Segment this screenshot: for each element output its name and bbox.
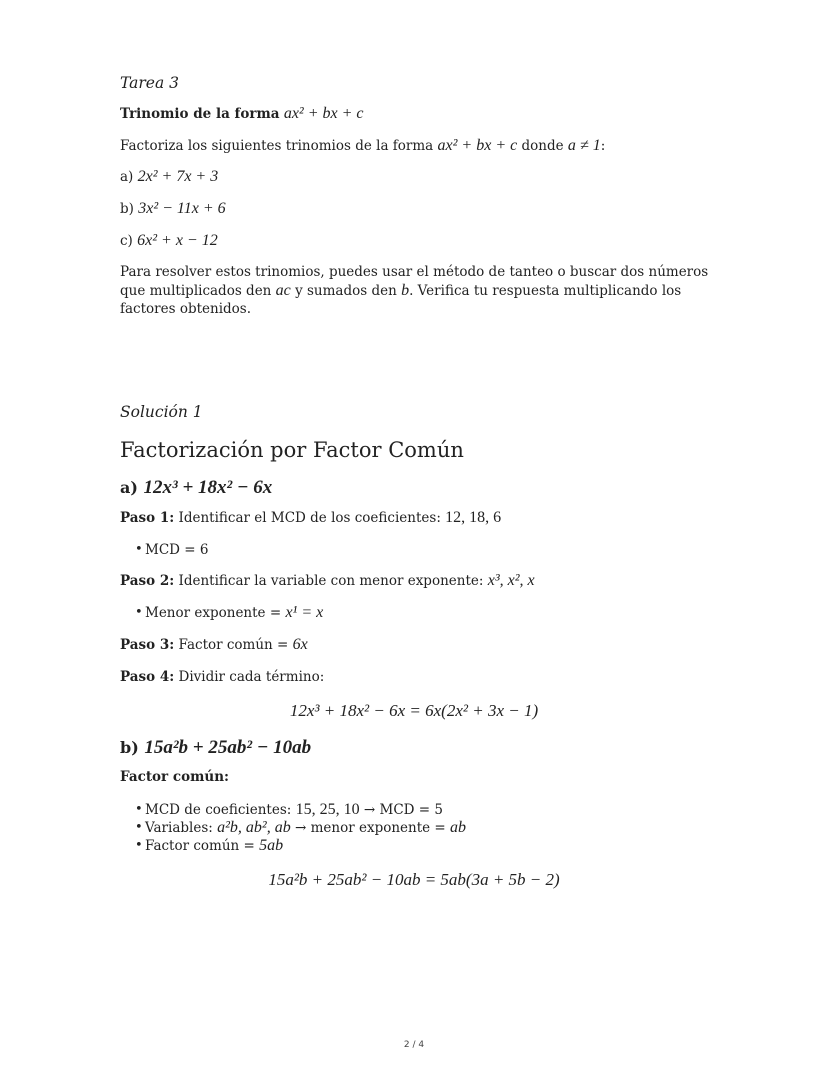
bullet-text: → menor exponente = xyxy=(295,820,446,836)
hint-paragraph xyxy=(120,263,710,319)
paso-math: 12, 18, 6 xyxy=(445,509,502,526)
part-label: a) xyxy=(120,478,138,497)
tarea-intro xyxy=(120,137,605,155)
part-math: 12x³ + 18x² − 6x xyxy=(143,477,273,498)
bullet-item xyxy=(145,604,323,622)
solucion-label: Solución 1 xyxy=(120,403,203,421)
intro-text: Factoriza los siguientes trinomios de la forma xyxy=(120,138,434,154)
bullet-text: Menor exponente = xyxy=(145,605,282,621)
paso-label: Paso 3: xyxy=(120,637,175,653)
paso-math: x³, x², x xyxy=(487,572,535,589)
part-a-heading xyxy=(120,477,272,499)
hint-text: Para resolver estos trinomios, puedes usar el método de tanteo o buscar dos números que multiplicados den xyxy=(120,264,709,299)
item-label: c) xyxy=(120,233,133,249)
bullet-math: x¹ = x xyxy=(285,604,324,621)
bullet-text: MCD de coeficientes: xyxy=(145,802,292,818)
factor-comun-label xyxy=(120,768,229,786)
exercise-item xyxy=(120,168,218,186)
tarea-title xyxy=(120,105,364,123)
paso-text: Identificar el MCD de los coeficientes: xyxy=(178,510,441,526)
bullet-math: 5ab xyxy=(259,837,284,854)
bullet-item xyxy=(145,541,208,559)
hint-math: ac xyxy=(275,281,291,299)
item-math: 6x² + x − 12 xyxy=(137,232,218,249)
part-b-heading xyxy=(120,737,311,759)
paso-label: Paso 1: xyxy=(120,510,175,526)
item-math: 2x² + 7x + 3 xyxy=(137,168,219,185)
paso-text: Identificar la variable con menor exponente: xyxy=(178,573,484,589)
section-heading: Factorización por Factor Común xyxy=(120,438,464,462)
item-label: a) xyxy=(120,169,134,185)
bullet-math: a²b, ab², ab xyxy=(217,819,291,836)
paso-label: Paso 4: xyxy=(120,669,175,685)
paso-label: Paso 2: xyxy=(120,573,175,589)
intro-text2: donde xyxy=(521,138,564,154)
item-math: 3x² − 11x + 6 xyxy=(138,200,226,217)
bullet-text: MCD = 6 xyxy=(145,542,209,558)
equation-a: 12x³ + 18x² − 6x = 6x(2x² + 3x − 1) xyxy=(289,701,539,720)
part-math: 15a²b + 25ab² − 10ab xyxy=(144,737,312,758)
tarea-label: Tarea 3 xyxy=(120,74,179,92)
intro-math2: a ≠ 1 xyxy=(567,137,601,154)
hint-math: b xyxy=(401,281,410,299)
intro-math: ax² + bx + c xyxy=(437,137,518,154)
hint-text: . Verifica tu respuesta multiplicando los factores obtenidos. xyxy=(120,282,682,317)
paso-3 xyxy=(120,636,308,654)
hint-text: y sumados den xyxy=(295,282,397,299)
page-number: 2 / 4 xyxy=(403,1040,425,1050)
exercise-item xyxy=(120,232,218,250)
bullet-item xyxy=(145,837,283,855)
title-math: ax² + bx + c xyxy=(283,105,364,122)
paso-math: 6x xyxy=(292,636,308,653)
factor-label: Factor común: xyxy=(120,769,229,785)
bullet-item xyxy=(145,819,466,837)
bullet-math: ab xyxy=(450,819,467,836)
exercise-item xyxy=(120,200,226,218)
title-text: Trinomio de la forma xyxy=(120,106,280,122)
bullet-math: 15, 25, 10 xyxy=(295,801,360,818)
paso-text: Dividir cada término: xyxy=(178,669,325,685)
paso-text: Factor común = xyxy=(178,637,289,653)
item-label: b) xyxy=(120,201,134,217)
bullet-text: Variables: xyxy=(145,820,213,836)
bullet-item xyxy=(145,801,443,819)
bullet-text: Factor común = xyxy=(145,838,255,854)
paso-1 xyxy=(120,509,501,527)
equation-b: 15a²b + 25ab² − 10ab = 5ab(3a + 5b − 2) xyxy=(268,870,560,889)
paso-4 xyxy=(120,668,324,686)
bullet-text: → MCD = 5 xyxy=(363,802,443,818)
paso-2 xyxy=(120,572,535,590)
intro-end: : xyxy=(600,138,606,154)
part-label: b) xyxy=(120,738,139,757)
